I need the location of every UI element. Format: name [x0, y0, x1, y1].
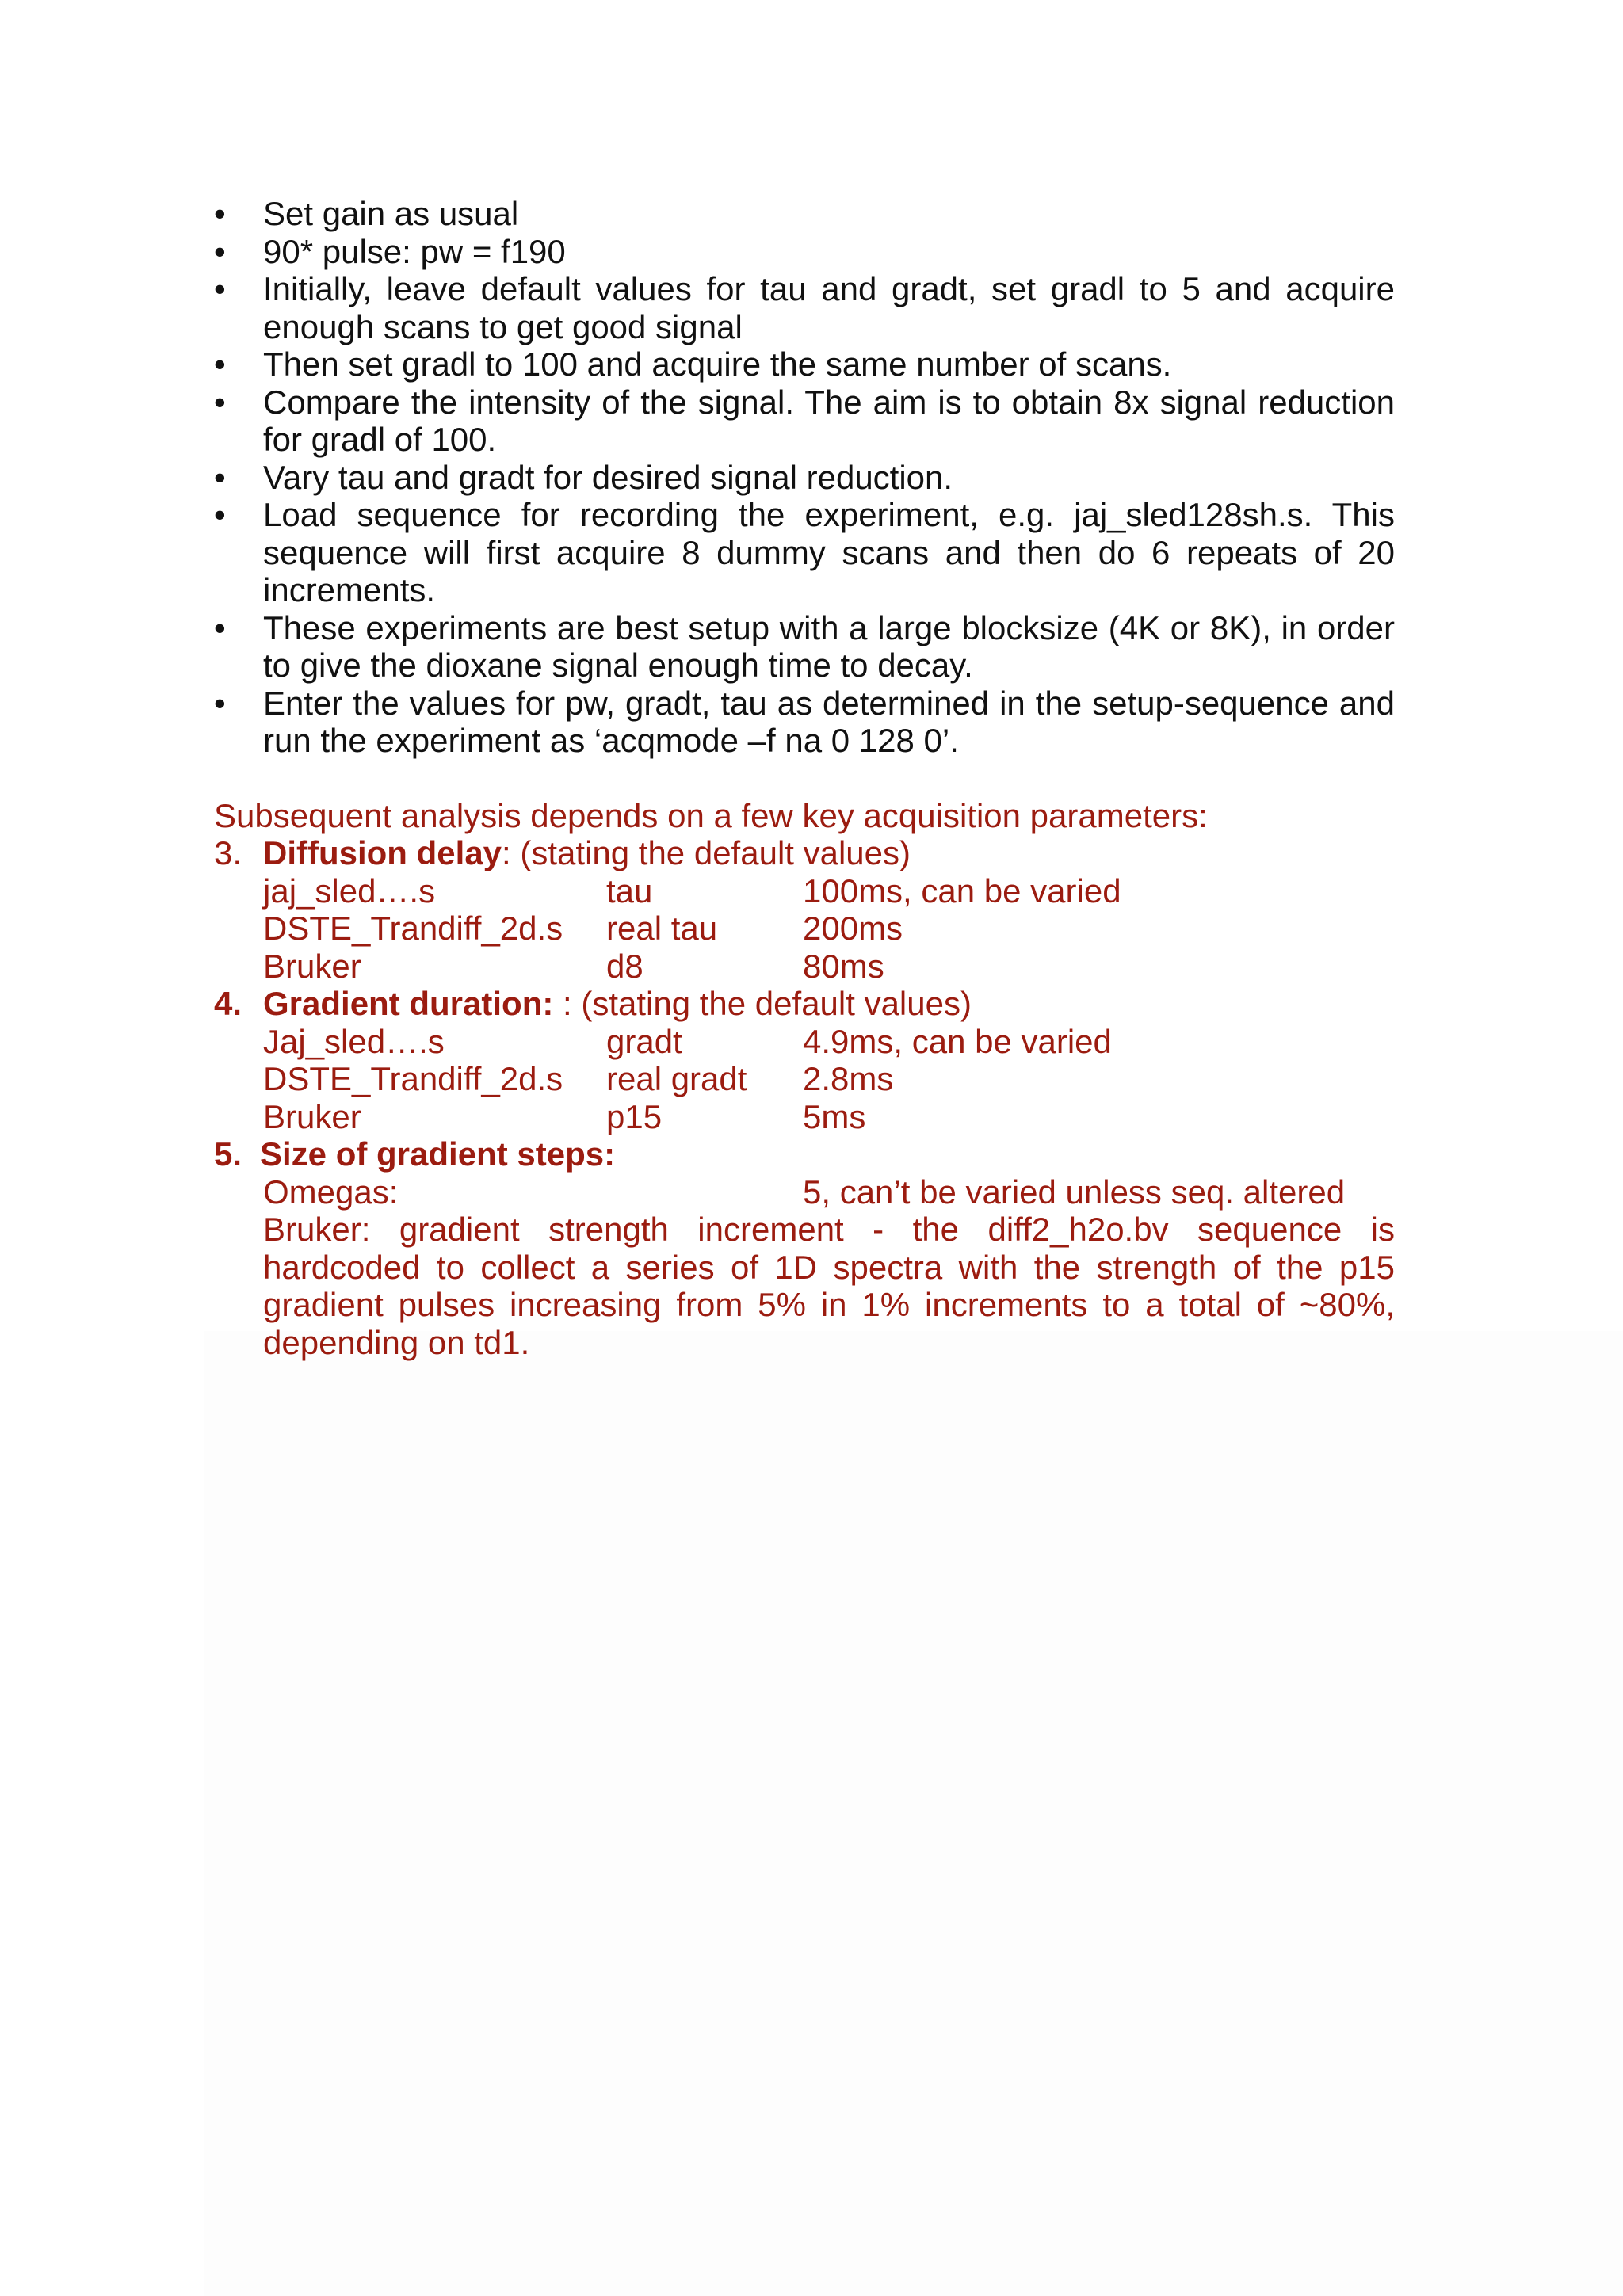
procedure-bullet-list — [214, 195, 1395, 760]
section-title: Size of gradient steps: — [260, 1135, 616, 1173]
section-title: Diffusion delay — [263, 834, 502, 871]
bullet-icon: • — [214, 232, 226, 270]
section-number: 5. — [214, 1135, 242, 1173]
list-item: • Load sequence for recording the experiment, e.g. jaj_sled128sh.s. This sequence will first acquire 8 dummy scans and then do 6 repeats of 20 increments. — [214, 496, 1395, 608]
bullet-icon: • — [214, 684, 226, 722]
bullet-icon: • — [214, 608, 226, 646]
bruker-gradient-paragraph: Bruker: gradient strength increment - the diff2_h2o.bv sequence is hardcoded to collect a series of 1D spectra with the strength of the p15 gradient pulses increasing from 5% in 1% increments to a total of ~80%, depending on td1. — [263, 1211, 1395, 1361]
list-item: • Vary tau and gradt for desired signal reduction. — [214, 458, 953, 496]
document-content — [214, 195, 1395, 1361]
section-number: 3. — [214, 834, 242, 871]
bullet-icon: • — [214, 496, 226, 533]
diffusion-delay-heading: 3. Diffusion delay: (stating the default values) — [214, 834, 911, 871]
section-number: 4. — [214, 985, 242, 1022]
bullet-icon: • — [214, 383, 226, 421]
list-item: • 90* pulse: pw = f190 — [214, 232, 566, 270]
table-row: DSTE_Trandiff_2d.s real tau 200ms — [263, 910, 903, 947]
list-item: • These experiments are best setup with a large blocksize (4K or 8K), in order to give the dioxane signal enough time to decay. — [214, 608, 1395, 684]
table-row: Jaj_sled….s gradt 4.9ms, can be varied — [263, 1022, 1112, 1060]
page-shading — [204, 1331, 1623, 2296]
table-row: DSTE_Trandiff_2d.s real gradt 2.8ms — [263, 1060, 894, 1097]
table-row: Omegas: 5, can’t be varied unless seq. altered — [263, 1173, 1346, 1211]
bullet-icon: • — [214, 345, 226, 383]
section-title: Gradient duration: — [263, 985, 554, 1022]
bullet-icon: • — [214, 458, 226, 496]
bullet-icon: • — [214, 195, 226, 232]
list-item: • Initially, leave default values for tau and gradt, set gradl to 5 and acquire enough scans to get good signal — [214, 270, 1395, 345]
list-item: • Compare the intensity of the signal. The aim is to obtain 8x signal reduction for gradl of 100. — [214, 383, 1395, 458]
analysis-section — [214, 797, 1395, 1362]
table-row: Bruker p15 5ms — [263, 1097, 866, 1135]
table-row: jaj_sled….s tau 100ms, can be varied — [263, 871, 1121, 910]
gradient-steps-heading — [214, 1135, 1395, 1173]
gradient-duration-heading: 4. Gradient duration: : (stating the default values) — [214, 985, 972, 1022]
list-item: • Enter the values for pw, gradt, tau as determined in the setup-sequence and run the experiment as ‘acqmode –f na 0 128 0’. — [214, 684, 1395, 759]
table-row: Bruker d8 80ms — [263, 947, 884, 985]
bullet-icon: • — [214, 270, 226, 307]
list-item: • Then set gradl to 100 and acquire the same number of scans. — [214, 345, 1172, 383]
analysis-intro: Subsequent analysis depends on a few key acquisition parameters: — [214, 796, 1208, 834]
list-item: • Set gain as usual — [214, 195, 519, 232]
